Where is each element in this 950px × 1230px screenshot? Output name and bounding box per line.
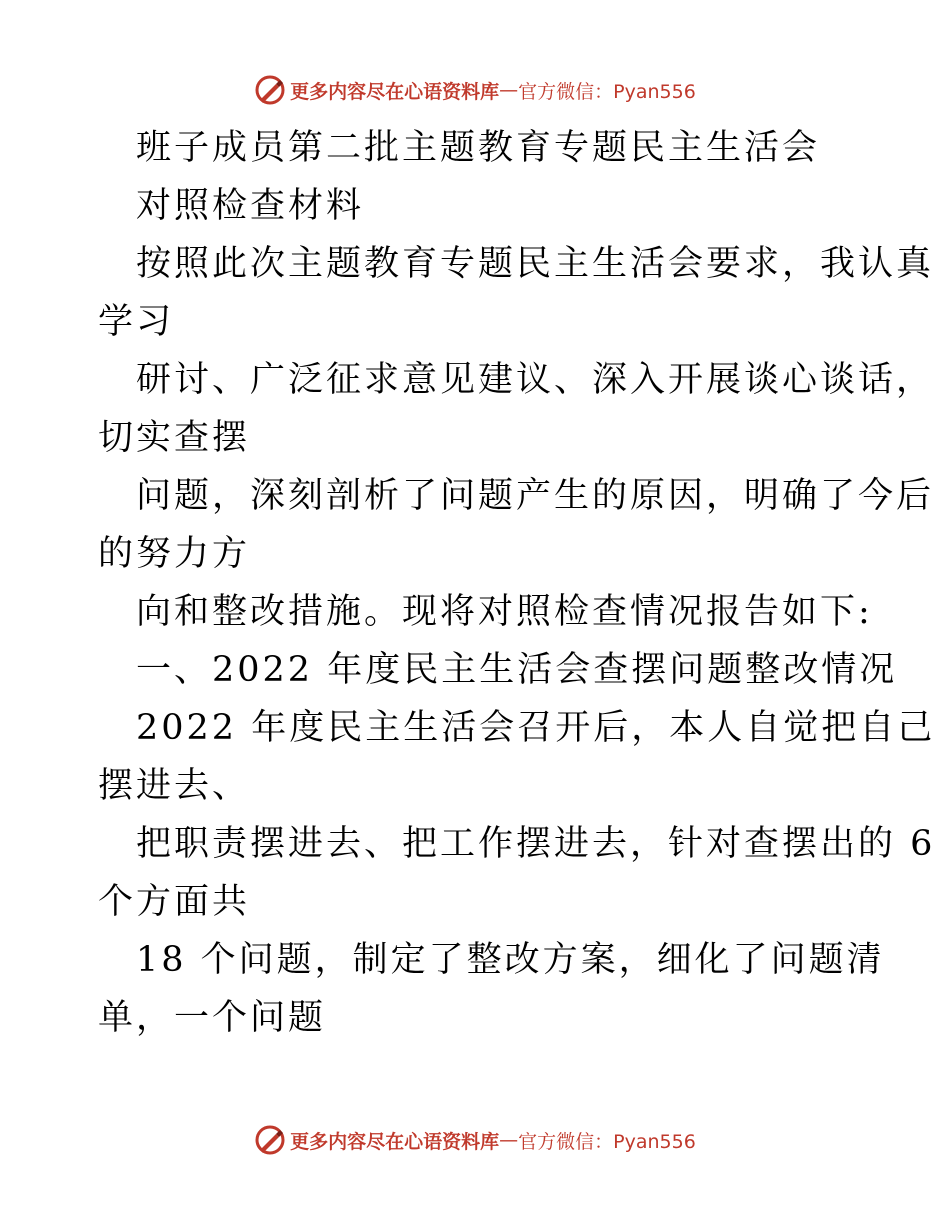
watermark-brand: 更多内容尽在心语资料库: [290, 1130, 500, 1153]
paragraph-line: 向和整改措施。现将对照检查情况报告如下:: [136, 592, 873, 632]
paragraph-line: 个方面共: [98, 882, 251, 922]
paragraph-line: 单，一个问题: [98, 998, 327, 1038]
paragraph-line: 研讨、广泛征求意见建议、深入开展谈心谈话，: [136, 360, 935, 400]
watermark-brand: 更多内容尽在心语资料库: [290, 80, 500, 103]
paragraph-line: 2022 年度民主生活会召开后，本人自觉把自己: [136, 708, 936, 748]
paragraph-line: 的努力方: [98, 534, 251, 574]
watermark-footer: [0, 1120, 950, 1160]
paragraph-line: 问题，深刻剖析了问题产生的原因，明确了今后: [136, 476, 935, 516]
watermark-contact: 官方微信：Pyan556: [518, 1130, 696, 1153]
paragraph-line: 按照此次主题教育专题民主生活会要求，我认真: [136, 244, 935, 284]
pen-logo-icon: [254, 1124, 286, 1156]
doc-title-line-2: 对照检查材料: [136, 186, 365, 226]
paragraph-line: 18 个问题，制定了整改方案，细化了问题清: [136, 940, 885, 980]
pen-logo-icon: [254, 74, 286, 106]
paragraph-line: 摆进去、: [98, 766, 251, 806]
watermark-dash: —: [499, 1129, 519, 1151]
doc-title-line-1: 班子成员第二批主题教育专题民主生活会: [136, 128, 821, 168]
paragraph-line: 学习: [98, 302, 175, 342]
watermark-contact: 官方微信：Pyan556: [518, 80, 696, 103]
paragraph-line: 切实查摆: [98, 418, 251, 458]
watermark-dash: —: [499, 79, 519, 101]
watermark-header: [0, 70, 950, 110]
section-heading: 一、2022 年度民主生活会查摆问题整改情况: [136, 650, 898, 690]
paragraph-line: 把职责摆进去、把工作摆进去，针对查摆出的 6: [136, 824, 936, 864]
